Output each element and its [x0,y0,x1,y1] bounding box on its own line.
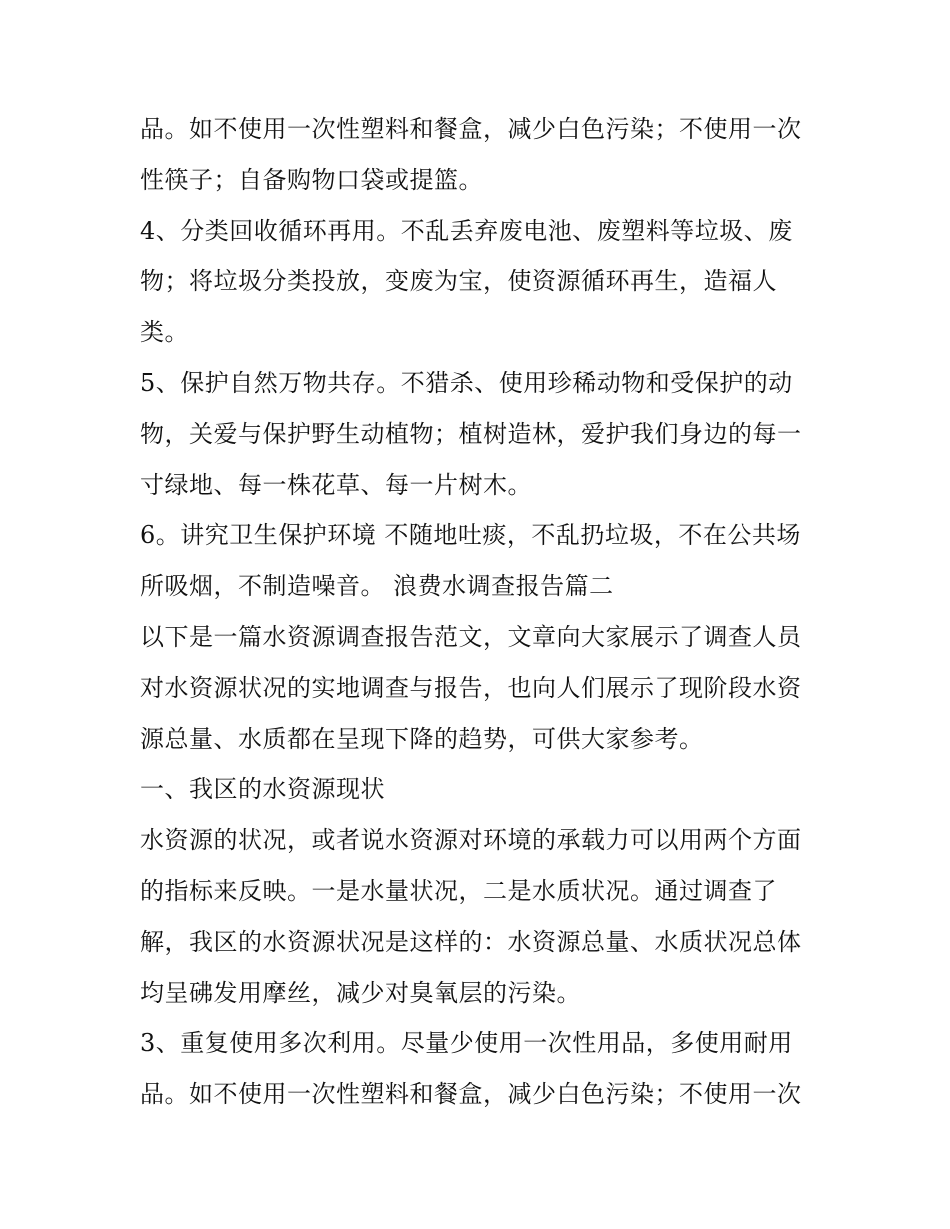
text-line: 均呈砩发用摩丝，减少对臭氧层的污染。 [140,978,581,1007]
text-line: 所吸烟，不制造噪音。 浪费水调查报告篇二 [140,572,614,601]
text-line: 源总量、水质都在呈现下降的趋势，可供大家参考。 [140,724,704,753]
text-line: 物，关爱与保护野生动植物；植树造林，爱护我们身边的每一 [140,419,802,448]
text-line: 对水资源状况的实地调查与报告，也向人们展示了现阶段水资 [140,673,802,702]
text-line: 4、分类回收循环再用。不乱丢弃废电池、废塑料等垃圾、废 [140,216,793,245]
text-line: 性筷子；自备购物口袋或提篮。 [140,165,483,194]
section-heading: 一、我区的水资源现状 [140,775,385,804]
text-line: 以下是一篇水资源调查报告范文，文章向大家展示了调查人员 [140,622,802,651]
text-line: 5、保护自然万物共存。不猎杀、使用珍稀动物和受保护的动 [140,368,793,397]
text-line: 寸绿地、每一株花草、每一片树木。 [140,470,532,499]
body-text [140,104,820,1120]
text-line: 类。 [140,318,189,347]
text-line: 品。如不使用一次性塑料和餐盒，减少白色污染；不使用一次 [140,115,802,143]
text-line: 6。讲究卫生保护环境 不随地吐痰，不乱扔垃圾，不在公共场 [140,521,801,550]
text-line: 品。如不使用一次性塑料和餐盒，减少白色污染；不使用一次 [140,1080,802,1109]
text-line: 物；将垃圾分类投放，变废为宝，使资源循环再生，造福人 [140,267,777,296]
text-line: 的指标来反映。一是水量状况，二是水质状况。通过调查了 [140,876,777,905]
text-line: 3、重复使用多次利用。尽量少使用一次性用品，多使用耐用 [140,1029,793,1058]
text-line: 水资源的状况，或者说水资源对环境的承载力可以用两个方面 [140,826,802,855]
text-line: 解，我区的水资源状况是这样的：水资源总量、水质状况总体 [140,927,802,956]
